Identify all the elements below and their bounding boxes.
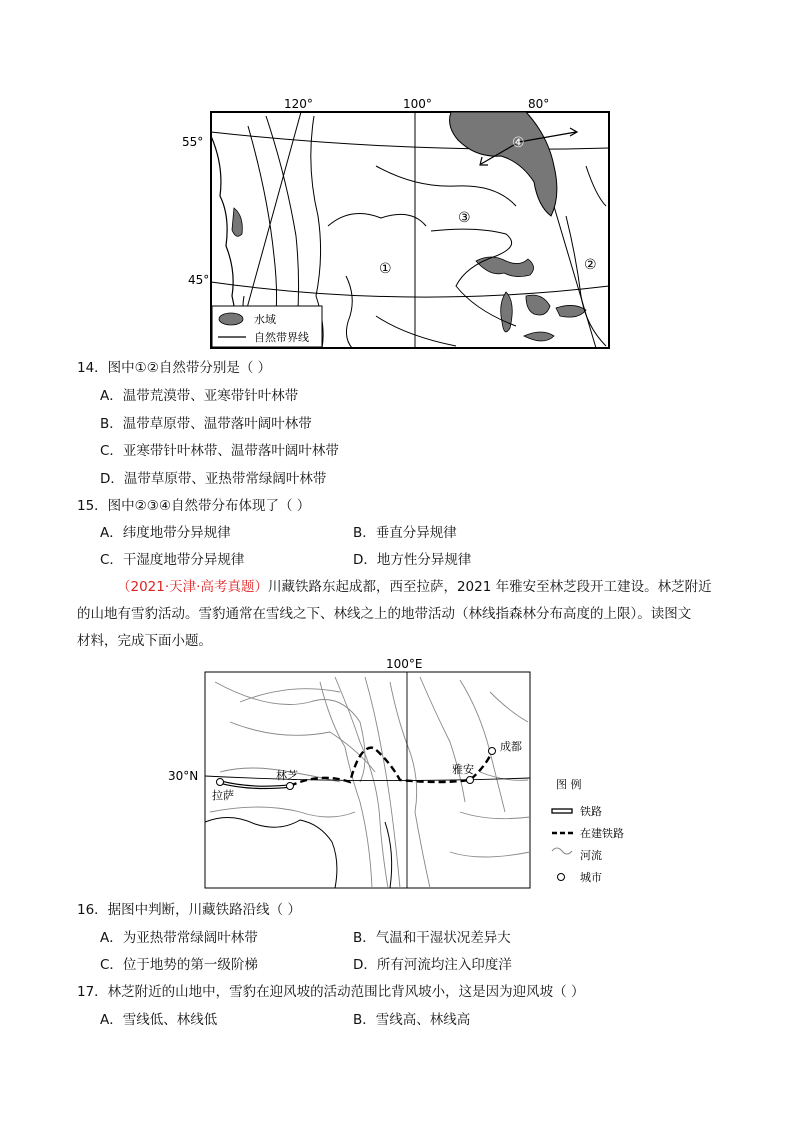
legend-railway-swatch	[552, 809, 572, 813]
city-label-nyingchi: 林芝	[276, 769, 298, 782]
q14-option-c[interactable]: C．亚寒带针叶林带、温带落叶阔叶林带	[100, 443, 339, 459]
zone-4-label: ④	[512, 135, 525, 151]
legend-river-label: 河流	[580, 849, 602, 862]
q16-option-c[interactable]: C．位于地势的第一级阶梯	[100, 957, 258, 973]
q15-option-d[interactable]: D．地方性分异规律	[353, 552, 472, 568]
water-legend-swatch	[219, 313, 243, 325]
city-lhasa	[217, 779, 224, 786]
lat-label-55: 55°	[182, 135, 204, 149]
city-chengdu	[489, 748, 496, 755]
zone-3-label: ③	[458, 210, 471, 226]
q16-option-a[interactable]: A．为亚热带常绿阔叶林带	[100, 930, 258, 946]
passage-text-1: 川藏铁路东起成都，西至拉萨，2021 年雅安至林芝段开工建设。林芝附近	[267, 579, 712, 595]
q15-stem: 15．图中②③④自然带分布体现了（ ）	[77, 498, 311, 514]
north-america-zones-map	[176, 96, 616, 352]
map2-frame	[205, 672, 530, 888]
lon-label-100e: 100°E	[386, 657, 423, 671]
legend-railway-label: 铁路	[580, 805, 602, 818]
zone-1-label: ①	[379, 261, 392, 277]
q16-option-b[interactable]: B．气温和干湿状况差异大	[353, 930, 511, 946]
legend-city-label: 城市	[580, 871, 602, 884]
q14-option-a[interactable]: A．温带荒漠带、亚寒带针叶林带	[100, 388, 299, 404]
q16-option-d[interactable]: D．所有河流均注入印度洋	[353, 957, 512, 973]
legend-city-swatch	[558, 874, 565, 881]
passage-source: （2021·天津·高考真题）	[117, 579, 268, 595]
q17-option-b[interactable]: B．雪线高、林线高	[353, 1012, 471, 1028]
city-label-chengdu: 成都	[500, 740, 522, 753]
zone-2-label: ②	[584, 257, 597, 273]
city-label-yaan: 雅安	[452, 763, 474, 776]
passage-line-2: 的山地有雪豹活动。雪豹通常在雪线之下、林线之上的地带活动（林线指森林分布高度的上限）。读图文	[77, 606, 692, 622]
lon-label-120: 120°	[284, 97, 313, 111]
legend-water-label: 水域	[254, 313, 276, 326]
passage-line-3: 材料，完成下面小题。	[77, 633, 212, 649]
city-yaan	[467, 777, 474, 784]
lon-label-100: 100°	[403, 97, 432, 111]
passage-line-1	[117, 577, 712, 597]
sichuan-tibet-railway-map	[160, 652, 640, 892]
legend-river-swatch	[552, 848, 572, 854]
lat-label-30n: 30°N	[168, 769, 199, 783]
city-label-lhasa: 拉萨	[212, 789, 234, 802]
q15-option-c[interactable]: C．干湿度地带分异规律	[100, 552, 245, 568]
lat-label-45: 45°	[188, 273, 210, 287]
q14-option-b[interactable]: B．温带草原带、温带落叶阔叶林带	[100, 416, 312, 432]
q17-stem: 17．林芝附近的山地中，雪豹在迎风坡的活动范围比背风坡小，这是因为迎风坡（ ）	[77, 984, 585, 1000]
lon-label-80: 80°	[528, 97, 550, 111]
q14-option-d[interactable]: D．温带草原带、亚热带常绿阔叶林带	[100, 471, 327, 487]
legend-boundary-label: 自然带界线	[254, 331, 309, 344]
map2-legend-title: 图 例	[556, 778, 582, 791]
q15-option-b[interactable]: B．垂直分异规律	[353, 525, 457, 541]
legend-construction-label: 在建铁路	[580, 827, 624, 840]
q15-option-a[interactable]: A．纬度地带分异规律	[100, 525, 231, 541]
city-nyingchi	[287, 783, 294, 790]
q17-option-a[interactable]: A．雪线低、林线低	[100, 1012, 218, 1028]
q14-stem: 14．图中①②自然带分别是（ ）	[77, 360, 272, 376]
q16-stem: 16．据图中判断，川藏铁路沿线（ ）	[77, 902, 301, 918]
